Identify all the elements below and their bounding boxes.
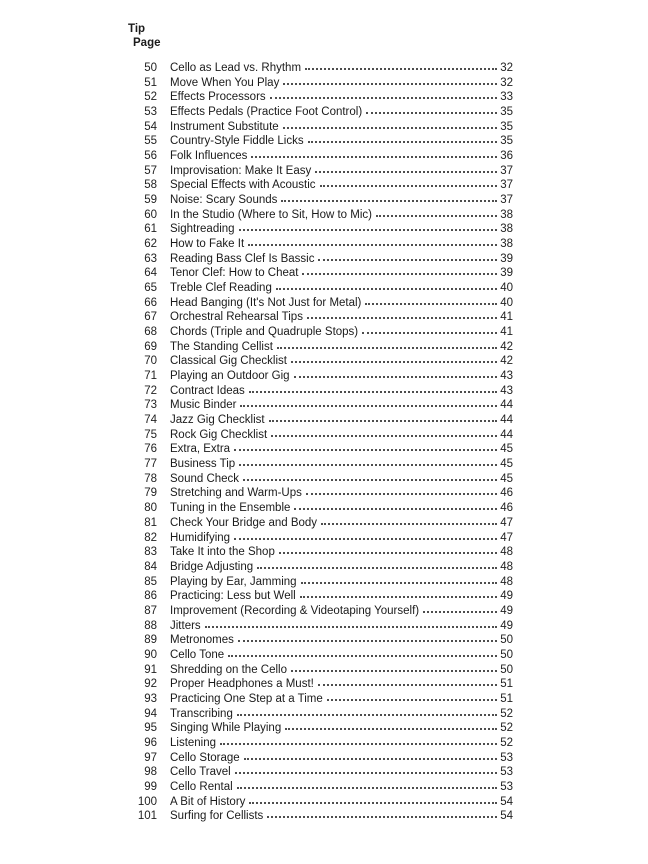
dot-leader	[270, 97, 498, 99]
toc-entry-row	[131, 516, 513, 531]
tip-title: Surfing for Cellists	[170, 810, 264, 823]
dot-leader	[376, 215, 497, 217]
toc-entry-row	[131, 193, 513, 208]
dot-leader	[321, 523, 497, 525]
dot-leader	[302, 273, 497, 275]
page-number: 39	[500, 252, 513, 265]
tip-number: 80	[144, 502, 157, 515]
toc-entry-row	[131, 751, 513, 766]
page-number: 45	[500, 472, 513, 485]
dot-leader	[301, 582, 498, 584]
tip-number: 88	[144, 619, 157, 632]
tip-title: Effects Processors	[170, 91, 266, 104]
tip-title: Transcribing	[170, 707, 233, 720]
tip-number: 55	[144, 135, 157, 148]
tip-title: Jitters	[170, 619, 201, 632]
tip-number: 70	[144, 355, 157, 368]
dot-leader	[362, 332, 497, 334]
toc-entry-row	[131, 677, 513, 692]
tip-number: 76	[144, 443, 157, 456]
toc-entry-row	[131, 164, 513, 179]
tip-title: Move When You Play	[170, 76, 280, 89]
dot-leader	[305, 68, 497, 70]
toc-entry-row	[131, 428, 513, 443]
toc-entry-row	[131, 575, 513, 590]
dot-leader	[239, 229, 498, 231]
dot-leader	[308, 141, 498, 143]
toc-list	[131, 61, 513, 824]
dot-leader	[228, 655, 497, 657]
dot-leader	[283, 83, 497, 85]
tip-title: Cello Storage	[170, 751, 240, 764]
page-number: 38	[500, 238, 513, 251]
tip-title: Cello Tone	[170, 648, 225, 661]
toc-entry-row	[131, 178, 513, 193]
page-number: 41	[500, 326, 513, 339]
tip-title: Business Tip	[170, 458, 236, 471]
page-number: 53	[500, 751, 513, 764]
tip-number: 64	[144, 267, 157, 280]
page-number: 49	[500, 590, 513, 603]
tip-title: Instrument Substitute	[170, 120, 279, 133]
tip-title: Playing by Ear, Jamming	[170, 575, 297, 588]
toc-entry-row	[131, 604, 513, 619]
dot-leader	[243, 479, 497, 481]
tip-number: 90	[144, 648, 157, 661]
page-number: 32	[500, 76, 513, 89]
tip-title: Classical Gig Checklist	[170, 355, 287, 368]
page-number: 48	[500, 560, 513, 573]
toc-entry-row	[131, 76, 513, 91]
tip-title: Country-Style Fiddle Licks	[170, 135, 304, 148]
toc-entry-row	[131, 237, 513, 252]
toc-entry-row	[131, 648, 513, 663]
tip-number: 54	[144, 120, 157, 133]
dot-leader	[237, 714, 497, 716]
tip-title: Cello Rental	[170, 780, 233, 793]
toc-entry-row	[131, 413, 513, 428]
page-number: 37	[500, 179, 513, 192]
tip-number: 56	[144, 150, 157, 163]
tip-title: Noise: Scary Sounds	[170, 194, 278, 207]
dot-leader	[205, 626, 498, 628]
toc-entry-row	[131, 354, 513, 369]
page-number: 40	[500, 296, 513, 309]
page-number: 50	[500, 634, 513, 647]
page-number: 53	[500, 780, 513, 793]
tip-number: 50	[144, 62, 157, 74]
tip-title: Practicing One Step at a Time	[170, 692, 323, 705]
toc-entry-row	[131, 61, 513, 76]
page-number: 52	[500, 707, 513, 720]
tip-title: Jazz Gig Checklist	[170, 414, 265, 427]
tip-title: Stretching and Warm-Ups	[170, 487, 302, 500]
toc-entry-row	[131, 340, 513, 355]
toc-entry-row	[131, 442, 513, 457]
tip-title: Improvisation: Make It Easy	[170, 164, 312, 177]
tip-number: 65	[144, 282, 157, 295]
tip-title: Improvement (Recording & Videotaping Yourself)	[170, 604, 420, 617]
tip-title: How to Fake It	[170, 238, 245, 251]
page-number: 38	[500, 223, 513, 236]
tip-title: Singing While Playing	[170, 722, 282, 735]
dot-leader	[327, 699, 497, 701]
toc-entry-row	[131, 809, 513, 824]
tip-title: Effects Pedals (Practice Foot Control)	[170, 106, 363, 119]
tip-number: 85	[144, 575, 157, 588]
tip-number: 84	[144, 560, 157, 573]
tip-title: Check Your Bridge and Body	[170, 516, 318, 529]
tip-number: 66	[144, 296, 157, 309]
tip-number: 87	[144, 604, 157, 617]
toc-entry-row	[131, 266, 513, 281]
dot-leader	[240, 405, 497, 407]
tip-number: 77	[144, 458, 157, 471]
tip-title: Contract Ideas	[170, 384, 245, 397]
tip-title: Extra, Extra	[170, 443, 231, 456]
dot-leader	[234, 449, 497, 451]
tip-title: Folk Influences	[170, 150, 248, 163]
dot-leader	[318, 259, 497, 261]
tip-title: Music Binder	[170, 399, 237, 412]
tip-title: Treble Clef Reading	[170, 282, 272, 295]
toc-entry-row	[131, 90, 513, 105]
toc-entry-row	[131, 663, 513, 678]
tip-title: Tuning in the Ensemble	[170, 502, 291, 515]
dot-leader	[294, 508, 497, 510]
tip-title: Humidifying	[170, 531, 231, 544]
page-number: 43	[500, 370, 513, 383]
tip-title: Reading Bass Clef Is Bassic	[170, 252, 315, 265]
page-number: 37	[500, 194, 513, 207]
dot-leader	[294, 376, 498, 378]
page-number: 45	[500, 443, 513, 456]
tip-number: 101	[137, 810, 157, 823]
page-number: 48	[500, 575, 513, 588]
tip-number: 52	[144, 91, 157, 104]
page-number: 50	[500, 663, 513, 676]
toc-entry-row	[131, 281, 513, 296]
tip-number: 75	[144, 428, 157, 441]
toc-entry-row	[131, 369, 513, 384]
tip-number: 98	[144, 766, 157, 779]
dot-leader	[234, 538, 497, 540]
page-number: 41	[500, 311, 513, 324]
dot-leader	[271, 435, 497, 437]
page-number: 51	[500, 692, 513, 705]
page-number: 36	[500, 150, 513, 163]
dot-leader	[248, 244, 497, 246]
toc-entry-row	[131, 486, 513, 501]
toc-entry-row	[131, 501, 513, 516]
dot-leader	[366, 112, 497, 114]
dot-leader	[220, 743, 497, 745]
tip-number: 93	[144, 692, 157, 705]
tip-title: Take It into the Shop	[170, 546, 275, 559]
tip-title: Orchestral Rehearsal Tips	[170, 311, 303, 324]
tip-number: 51	[144, 76, 157, 89]
tip-number: 86	[144, 590, 157, 603]
tip-number: 57	[144, 164, 157, 177]
tip-number: 59	[144, 194, 157, 207]
tip-title: Head Banging (It's Not Just for Metal)	[170, 296, 362, 309]
toc-header	[128, 22, 513, 50]
tip-number: 69	[144, 340, 157, 353]
page-number: 33	[500, 91, 513, 104]
toc-entry-row	[131, 325, 513, 340]
tip-title: Shredding on the Cello	[170, 663, 287, 676]
dot-leader	[251, 156, 497, 158]
tip-number: 73	[144, 399, 157, 412]
dot-leader	[238, 640, 497, 642]
tip-number: 74	[144, 414, 157, 427]
tip-title: In the Studio (Where to Sit, How to Mic)	[170, 208, 372, 221]
page-number: 47	[500, 516, 513, 529]
tip-number: 96	[144, 736, 157, 749]
page-number: 39	[500, 267, 513, 280]
tip-number: 81	[144, 516, 157, 529]
tip-number: 99	[144, 780, 157, 793]
tip-number: 67	[144, 311, 157, 324]
toc-entry-row	[131, 619, 513, 634]
dot-leader	[237, 787, 498, 789]
page-number: 38	[500, 208, 513, 221]
tip-number: 79	[144, 487, 157, 500]
tip-title: Practicing: Less but Well	[170, 590, 296, 603]
tip-number: 68	[144, 326, 157, 339]
page-number: 49	[500, 619, 513, 632]
page-number: 35	[500, 120, 513, 133]
toc-entry-row	[131, 736, 513, 751]
dot-leader	[365, 303, 497, 305]
dot-leader	[423, 611, 497, 613]
dot-leader	[320, 185, 498, 187]
page-number: 44	[500, 414, 513, 427]
tip-number: 60	[144, 208, 157, 221]
tip-number: 95	[144, 722, 157, 735]
page-number: 49	[500, 604, 513, 617]
toc-entry-row	[131, 384, 513, 399]
toc-entry-row	[131, 208, 513, 223]
dot-leader	[235, 772, 497, 774]
toc-entry-row	[131, 780, 513, 795]
tip-number: 89	[144, 634, 157, 647]
toc-entry-row	[131, 457, 513, 472]
page-number: 37	[500, 164, 513, 177]
page-number: 54	[500, 810, 513, 823]
toc-entry-row	[131, 134, 513, 149]
tip-title: Metronomes	[170, 634, 234, 647]
dot-leader	[244, 758, 498, 760]
page-number: 32	[500, 62, 513, 74]
dot-leader	[306, 493, 497, 495]
tip-number: 78	[144, 472, 157, 485]
tip-number: 63	[144, 252, 157, 265]
page-number: 53	[500, 766, 513, 779]
dot-leader	[283, 127, 498, 129]
toc-entry-row	[131, 252, 513, 267]
tip-title: Sightreading	[170, 223, 235, 236]
dot-leader	[318, 684, 497, 686]
tip-title: Chords (Triple and Quadruple Stops)	[170, 326, 359, 339]
page-number: 44	[500, 399, 513, 412]
dot-leader	[239, 464, 497, 466]
dot-leader	[279, 552, 497, 554]
dot-leader	[269, 420, 498, 422]
page-column-label: Page	[133, 37, 161, 49]
toc-entry-row	[131, 545, 513, 560]
tip-title: Rock Gig Checklist	[170, 428, 268, 441]
dot-leader	[267, 816, 497, 818]
tip-number: 53	[144, 106, 157, 119]
tip-title: Listening	[170, 736, 217, 749]
toc-entry-row	[131, 310, 513, 325]
tip-column-label: Tip	[128, 23, 146, 35]
dot-leader	[249, 391, 497, 393]
dot-leader	[300, 596, 498, 598]
tip-title: Special Effects with Acoustic	[170, 179, 316, 192]
page-number: 48	[500, 546, 513, 559]
toc-entry-row	[131, 472, 513, 487]
tip-number: 92	[144, 678, 157, 691]
dot-leader	[281, 200, 497, 202]
toc-entry-row	[131, 633, 513, 648]
dot-leader	[277, 347, 497, 349]
tip-title: Sound Check	[170, 472, 240, 485]
toc-entry-row	[131, 296, 513, 311]
toc-entry-row	[131, 589, 513, 604]
dot-leader	[249, 802, 497, 804]
tip-number: 91	[144, 663, 157, 676]
tip-title: Playing an Outdoor Gig	[170, 370, 290, 383]
toc-entry-row	[131, 692, 513, 707]
page-number: 47	[500, 531, 513, 544]
tip-number: 97	[144, 751, 157, 764]
tip-title: Tenor Clef: How to Cheat	[170, 267, 299, 280]
tip-title: A Bit of History	[170, 795, 246, 808]
page-number: 46	[500, 502, 513, 515]
tip-number: 83	[144, 546, 157, 559]
page-number: 45	[500, 458, 513, 471]
tip-title: Bridge Adjusting	[170, 560, 254, 573]
dot-leader	[315, 171, 497, 173]
toc-entry-row	[131, 398, 513, 413]
page-number: 54	[500, 795, 513, 808]
tip-number: 58	[144, 179, 157, 192]
page-number: 42	[500, 355, 513, 368]
tip-number: 94	[144, 707, 157, 720]
tip-number: 100	[137, 795, 157, 808]
tip-number: 82	[144, 531, 157, 544]
tip-title: The Standing Cellist	[170, 340, 273, 353]
page-number: 43	[500, 384, 513, 397]
tip-number: 71	[144, 370, 157, 383]
page-number: 50	[500, 648, 513, 661]
dot-leader	[307, 317, 497, 319]
tip-number: 61	[144, 223, 157, 236]
toc-entry-row	[131, 721, 513, 736]
page-number: 35	[500, 135, 513, 148]
tip-title: Proper Headphones a Must!	[170, 678, 314, 691]
toc-entry-row	[131, 149, 513, 164]
dot-leader	[285, 728, 497, 730]
page-number: 44	[500, 428, 513, 441]
toc-entry-row	[131, 795, 513, 810]
dot-leader	[291, 361, 497, 363]
tip-number: 72	[144, 384, 157, 397]
toc-entry-row	[131, 120, 513, 135]
page-number: 52	[500, 736, 513, 749]
toc-entry-row	[131, 560, 513, 575]
toc-entry-row	[131, 765, 513, 780]
tip-number: 62	[144, 238, 157, 251]
page-number: 51	[500, 678, 513, 691]
tip-title: Cello as Lead vs. Rhythm	[170, 62, 302, 74]
page-number: 42	[500, 340, 513, 353]
dot-leader	[291, 670, 497, 672]
dot-leader	[276, 288, 497, 290]
page-number: 52	[500, 722, 513, 735]
page-number: 40	[500, 282, 513, 295]
page-number: 35	[500, 106, 513, 119]
toc-entry-row	[131, 105, 513, 120]
toc-entry-row	[131, 531, 513, 546]
dot-leader	[257, 567, 497, 569]
toc-entry-row	[131, 222, 513, 237]
toc-entry-row	[131, 707, 513, 722]
tip-title: Cello Travel	[170, 766, 231, 779]
page-number: 46	[500, 487, 513, 500]
